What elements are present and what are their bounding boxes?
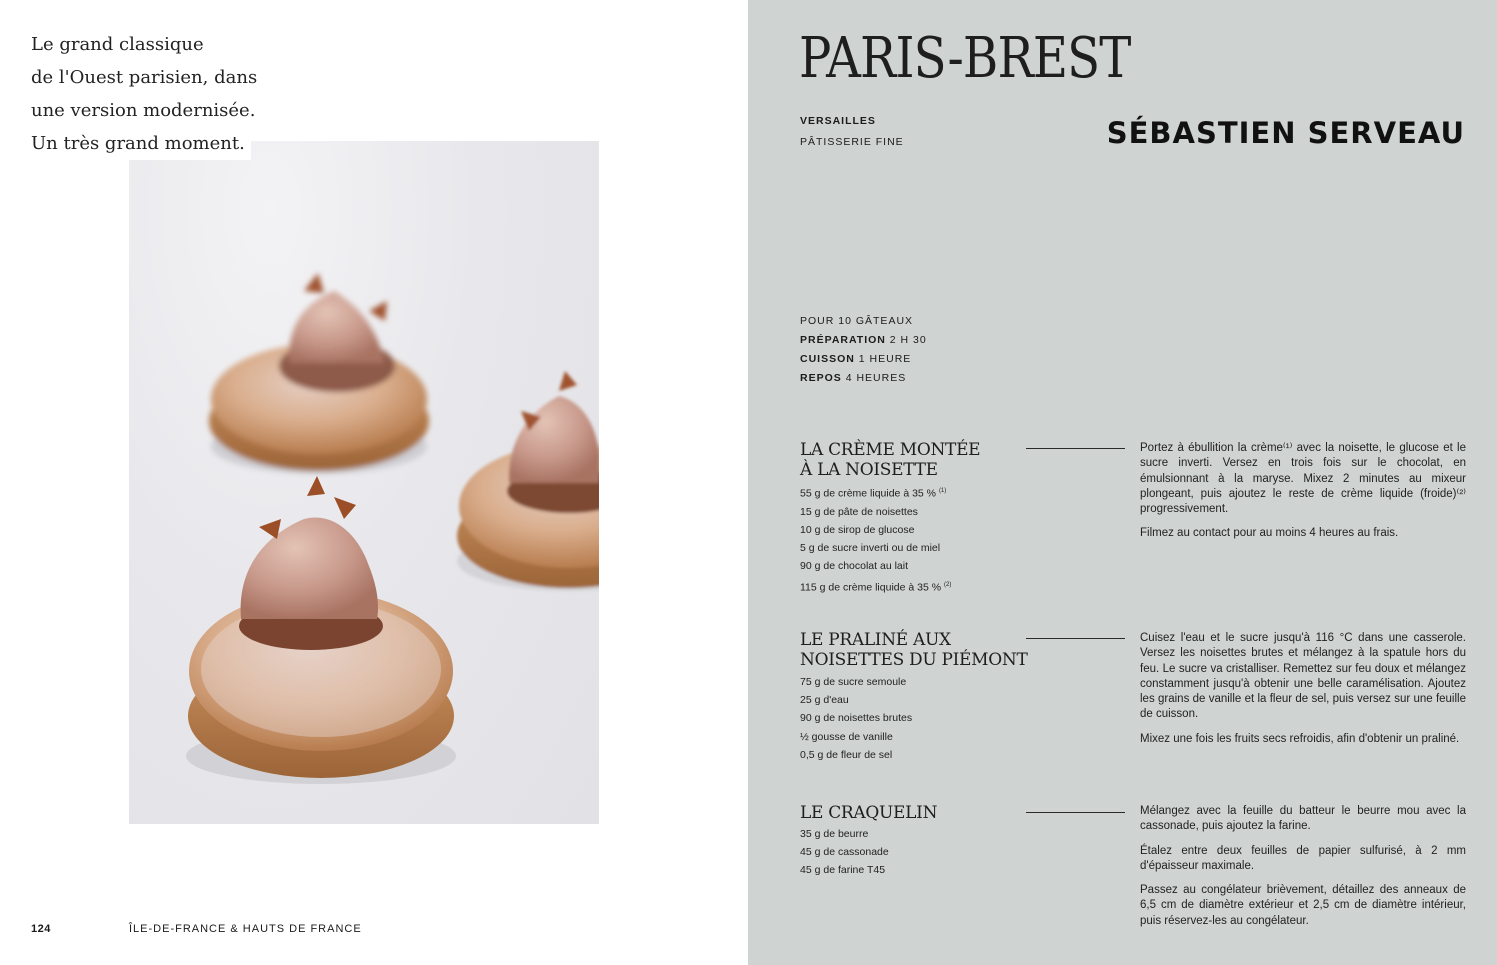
recipe-title: PARIS-BREST <box>799 26 1131 91</box>
ingredient-item: 45 g de cassonade <box>800 846 889 859</box>
ingredient-item: 10 g de sirop de glucose <box>800 523 915 536</box>
step-paragraph: Portez à ébullition la crème⁽¹⁾ avec la noisette, le glucose et le sucre inverti. Versez en trois fois sur le chocolat, en émulsionnant à la maryse. Mixez 2 minutes au mixeur plongeant, puis ajoutez le reste de crème liquide (froide)⁽²⁾ progressivement. <box>1140 442 1466 516</box>
ingredient-item: 45 g de farine T45 <box>800 864 886 877</box>
step-paragraph: Cuisez l'eau et le sucre jusqu'à 116 °C dans une casserole. Versez les noisettes brutes et mélangez à la spatule hors du feu. Le sucre va cristalliser. Remettez sur feu doux et mélangez constamment jusqu'à obtenir une belle caramélisation. Ajoutez les grains de vanille et la fleur de sel, puis versez sur une feuille de cuisson. <box>1140 632 1466 721</box>
city: VERSAILLES <box>800 115 876 127</box>
step-paragraph: Étalez entre deux feuilles de papier sulfurisé, à 2 mm d'épaisseur maximale. <box>1140 844 1466 872</box>
section-title-craquelin: LE CRAQUELIN <box>800 803 938 823</box>
servings: POUR 10 GÂTEAUX <box>800 315 914 327</box>
ingredient-item: 90 g de noisettes brutes <box>800 712 913 725</box>
intro-line: de l'Ouest parisien, dans <box>31 61 263 94</box>
page-number: 124 <box>31 923 51 935</box>
section-rule <box>1026 812 1125 813</box>
section-title-praline: LE PRALINÉ AUX NOISETTES DU PIÉMONT <box>800 630 1028 670</box>
ingredient-item: 15 g de pâte de noisettes <box>800 505 918 518</box>
pastry-front <box>186 476 456 784</box>
steps-praline <box>1140 631 1466 756</box>
pastry-right <box>457 371 599 591</box>
intro-line: Un très grand moment. <box>31 127 251 160</box>
section-rule <box>1026 638 1125 639</box>
intro-text <box>31 28 291 160</box>
steps-craquelin <box>1140 804 1466 938</box>
ingredient-item: 115 g de crème liquide à 35 % $^{(2)}$ <box>800 581 952 594</box>
left-page <box>0 0 748 965</box>
chef-name: SÉBASTIEN SERVEAU <box>1106 116 1465 150</box>
step-paragraph: Passez au congélateur brièvement, détaillez des anneaux de 6,5 cm de diamètre extérieur et 2,5 cm de diamètre intérieur, puis réservez-les au congélateur. <box>1140 884 1466 927</box>
intro-line: Le grand classique <box>31 28 210 61</box>
intro-line: une version modernisée. <box>31 94 261 127</box>
shop-type: PÂTISSERIE FINE <box>800 136 904 148</box>
ingredient-list-creme <box>800 482 951 596</box>
step-paragraph: Mixez une fois les fruits secs refroidis, afin d'obtenir un praliné. <box>1140 732 1460 745</box>
step-paragraph: Filmez au contact pour au moins 4 heures au frais. <box>1140 527 1399 540</box>
pastry-back <box>209 273 429 474</box>
ingredient-item: 55 g de crème liquide à 35 % $^{(1)}$ <box>800 487 947 500</box>
ingredient-list-praline <box>800 673 912 764</box>
pastry-illustration <box>129 141 599 824</box>
ingredient-item: 90 g de chocolat au lait <box>800 560 908 573</box>
steps-creme <box>1140 441 1466 551</box>
recipe-meta <box>800 312 927 388</box>
right-page <box>748 0 1497 965</box>
prep-time: PRÉPARATION 2 H 30 <box>800 334 927 346</box>
ingredient-item: 0,5 g de fleur de sel <box>800 748 893 761</box>
ingredient-item: 35 g de beurre <box>800 828 869 840</box>
rest-time: REPOS 4 HEURES <box>800 372 907 384</box>
ingredient-item: ½ gousse de vanille <box>800 730 893 743</box>
running-head: ÎLE-DE-FRANCE & HAUTS DE FRANCE <box>129 923 362 935</box>
step-paragraph: Mélangez avec la feuille du batteur le beurre mou avec la cassonade, puis ajoutez la farine. <box>1140 805 1466 833</box>
footnote-mark: (1) <box>938 488 947 494</box>
ingredient-item: 25 g d'eau <box>800 694 849 707</box>
ingredient-item: 5 g de sucre inverti ou de miel <box>800 542 941 555</box>
cook-time: CUISSON 1 HEURE <box>800 353 912 365</box>
pastry-photo <box>129 141 599 824</box>
section-title-creme: LA CRÈME MONTÉE À LA NOISETTE <box>800 440 981 480</box>
ingredient-list-craquelin <box>800 825 889 880</box>
ingredient-item: 75 g de sucre semoule <box>800 676 907 688</box>
footnote-mark: (2) <box>944 581 952 588</box>
section-rule <box>1026 448 1125 449</box>
